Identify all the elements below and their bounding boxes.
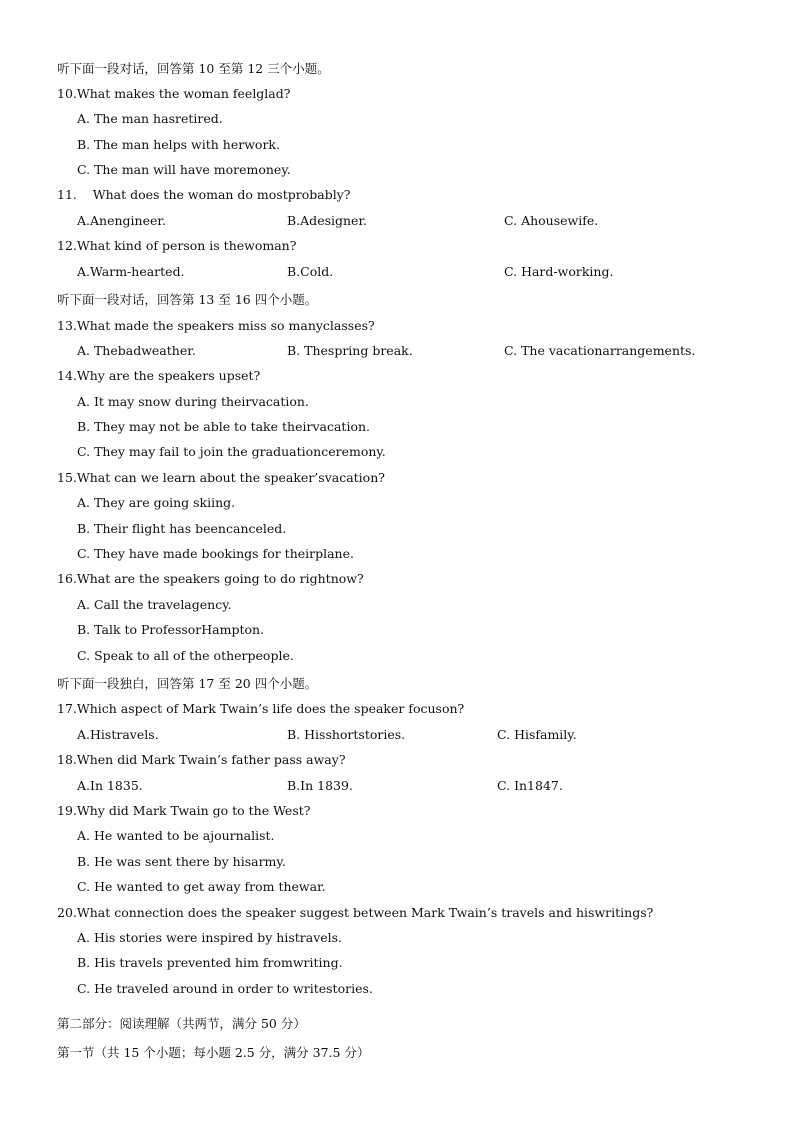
option-12-a: A.Warm-hearted. bbox=[77, 264, 185, 279]
option-14-a: A. It may snow during theirvacation. bbox=[77, 394, 309, 409]
option-15-a: A. They are going skiing. bbox=[77, 495, 236, 510]
part2-section1-title: 第一节（共 15 个小题；每小题 2.5 分，满分 37.5 分） bbox=[57, 1045, 370, 1060]
option-11-c: C. Ahousewife. bbox=[504, 213, 599, 228]
option-12-c: C. Hard-working. bbox=[504, 264, 614, 279]
option-15-c: C. They have made bookings for theirplane. bbox=[77, 546, 354, 561]
option-10-c: C. The man will have moremoney. bbox=[77, 162, 291, 177]
option-19-c: C. He wanted to get away from thewar. bbox=[77, 879, 326, 894]
option-17-c: C. Hisfamily. bbox=[497, 727, 577, 742]
option-19-b: B. He was sent there by hisarmy. bbox=[77, 854, 286, 869]
question-17: 17.Which aspect of Mark Twain’s life does the speaker focuson? bbox=[57, 701, 465, 716]
option-11-a: A.Anengineer. bbox=[77, 213, 166, 228]
option-16-b: B. Talk to ProfessorHampton. bbox=[77, 622, 265, 637]
question-19: 19.Why did Mark Twain go to the West? bbox=[57, 803, 311, 818]
question-12: 12.What kind of person is thewoman? bbox=[57, 238, 297, 253]
option-17-a: A.Histravels. bbox=[77, 727, 159, 742]
option-11-b: B.Adesigner. bbox=[287, 213, 368, 228]
option-20-c: C. He traveled around in order to writestories. bbox=[77, 981, 373, 996]
option-20-a: A. His stories were inspired by histravels. bbox=[77, 930, 343, 945]
option-10-b: B. The man helps with herwork. bbox=[77, 137, 280, 152]
listening-intro-17-20: 听下面一段独白，回答第 17 至 20 四个小题。 bbox=[57, 676, 318, 691]
question-11: 11. What does the woman do mostprobably? bbox=[57, 187, 351, 202]
option-18-a: A.In 1835. bbox=[77, 778, 143, 793]
option-20-b: B. His travels prevented him fromwriting. bbox=[77, 955, 343, 970]
option-13-b: B. Thespring break. bbox=[287, 343, 413, 358]
option-13-c: C. The vacationarrangements. bbox=[504, 343, 696, 358]
option-18-c: C. In1847. bbox=[497, 778, 563, 793]
part2-title: 第二部分：阅读理解（共两节，满分 50 分） bbox=[57, 1016, 306, 1031]
option-14-b: B. They may not be able to take theirvacation. bbox=[77, 419, 370, 434]
option-13-a: A. Thebadweather. bbox=[77, 343, 196, 358]
question-13: 13.What made the speakers miss so manyclasses? bbox=[57, 318, 375, 333]
option-18-b: B.In 1839. bbox=[287, 778, 353, 793]
option-16-c: C. Speak to all of the otherpeople. bbox=[77, 648, 294, 663]
question-14: 14.Why are the speakers upset? bbox=[57, 368, 261, 383]
option-15-b: B. Their flight has beencanceled. bbox=[77, 521, 287, 536]
question-18: 18.When did Mark Twain’s father pass away? bbox=[57, 752, 346, 767]
option-14-c: C. They may fail to join the graduationceremony. bbox=[77, 444, 386, 459]
question-20: 20.What connection does the speaker suggest between Mark Twain’s travels and hiswritings? bbox=[57, 905, 654, 920]
question-15: 15.What can we learn about the speaker’svacation? bbox=[57, 470, 385, 485]
option-12-b: B.Cold. bbox=[287, 264, 334, 279]
question-10: 10.What makes the woman feelglad? bbox=[57, 86, 291, 101]
listening-intro-10-12: 听下面一段对话，回答第 10 至第 12 三个小题。 bbox=[57, 61, 330, 76]
question-16: 16.What are the speakers going to do rightnow? bbox=[57, 571, 364, 586]
option-16-a: A. Call the travelagency. bbox=[77, 597, 232, 612]
listening-intro-13-16: 听下面一段对话，回答第 13 至 16 四个小题。 bbox=[57, 292, 318, 307]
option-10-a: A. The man hasretired. bbox=[77, 111, 223, 126]
option-17-b: B. Hisshortstories. bbox=[287, 727, 406, 742]
option-19-a: A. He wanted to be ajournalist. bbox=[77, 828, 275, 843]
